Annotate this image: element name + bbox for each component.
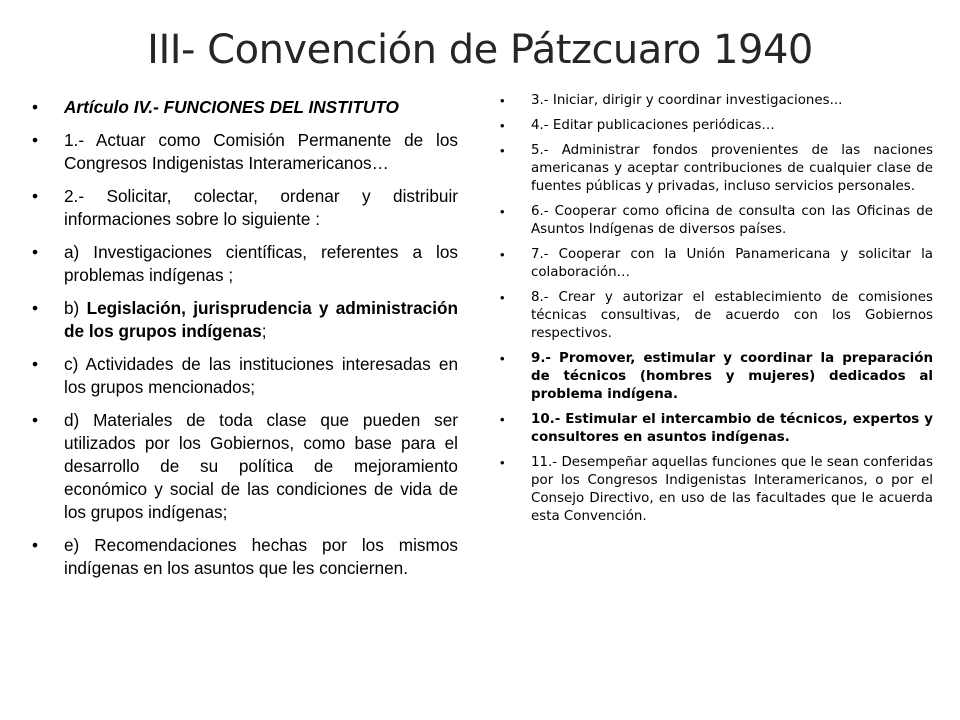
list-item-e: • e) Recomendaciones hechas por los mismos indígenas en los asuntos que les conciernen. bbox=[64, 534, 458, 580]
list-item-9: • 9.- Promover, estimular y coordinar la preparación de técnicos (hombres y mujeres) dedicados al problema indígena. bbox=[531, 350, 933, 404]
article-heading: Artículo IV.- FUNCIONES DEL INSTITUTO bbox=[64, 97, 399, 117]
slide-title: III- Convención de Pátzcuaro 1940 bbox=[147, 27, 813, 73]
item-b-suffix: ; bbox=[261, 321, 267, 341]
right-column-list bbox=[531, 92, 933, 533]
list-item-7: • 7.- Cooperar con la Unión Panamericana y solicitar la colaboración… bbox=[531, 246, 933, 282]
list-item-5: • 5.- Administrar fondos provenientes de las naciones americanas y aceptar contribuciones de cualquier clase de fuentes públicas y privadas, incluso servicios personales. bbox=[531, 142, 933, 196]
list-item-a: • a) Investigaciones científicas, referentes a los problemas indígenas ; bbox=[64, 241, 458, 287]
left-column-list bbox=[64, 96, 458, 590]
list-item-4: • 4.- Editar publicaciones periódicas… bbox=[531, 117, 933, 135]
list-item-8: • 8.- Crear y autorizar el establecimiento de comisiones técnicas consultivas, de acuerdo con los Gobiernos respectivos. bbox=[531, 289, 933, 343]
list-item-6: • 6.- Cooperar como oficina de consulta con las Oficinas de Asuntos Indígenas de diversos países. bbox=[531, 203, 933, 239]
list-item-c: • c) Actividades de las instituciones interesadas en los grupos mencionados; bbox=[64, 353, 458, 399]
list-item-3: • 3.- Iniciar, dirigir y coordinar investigaciones... bbox=[531, 92, 933, 110]
list-item-2: • 2.- Solicitar, colectar, ordenar y distribuir informaciones sobre lo siguiente : bbox=[64, 185, 458, 231]
list-item-d: • d) Materiales de toda clase que pueden ser utilizados por los Gobiernos, como base para el desarrollo de su política de mejoramiento económico y social de las condiciones de vida de los grupos indígenas; bbox=[64, 409, 458, 524]
list-item-1: • 1.- Actuar como Comisión Permanente de los Congresos Indigenistas Interamericanos… bbox=[64, 129, 458, 175]
item-b-bold-text: Legislación, jurisprudencia y administración de los grupos indígenas bbox=[64, 298, 459, 341]
list-item-b bbox=[64, 297, 458, 343]
list-item-11: • 11.- Desempeñar aquellas funciones que le sean conferidas por los Congresos Indigenistas Interamericanos, o por el Consejo Directivo, en uso de las facultades que le acuerda esta Convención. bbox=[531, 454, 933, 526]
list-item-10: • 10.- Estimular el intercambio de técnicos, expertos y consultores en asuntos indígenas. bbox=[531, 411, 933, 447]
list-item-article-heading bbox=[64, 96, 458, 119]
item-b-prefix: b) bbox=[64, 298, 87, 318]
